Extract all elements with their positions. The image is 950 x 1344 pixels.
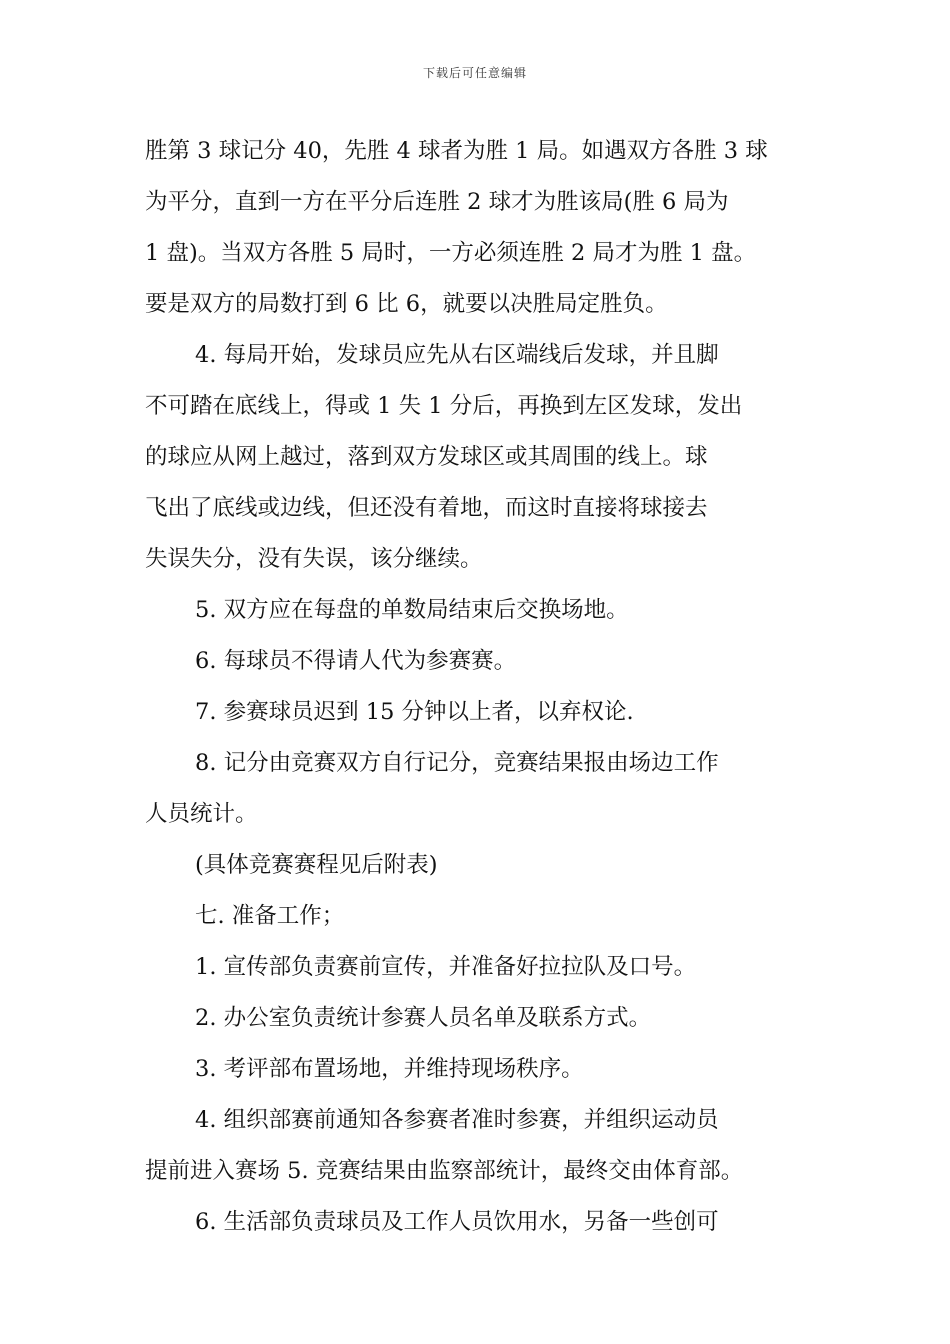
page-header: 下载后可任意编辑 bbox=[422, 66, 527, 80]
text-line: (具体竞赛赛程见后附表) bbox=[195, 852, 438, 878]
text-line: 胜第 3 球记分 40，先胜 4 球者为胜 1 局。如遇双方各胜 3 球 bbox=[145, 138, 768, 164]
text-line: 2. 办公室负责统计参赛人员名单及联系方式。 bbox=[195, 1005, 652, 1031]
text-line: 人员统计。 bbox=[145, 801, 258, 827]
text-line: 6. 每球员不得请人代为参赛赛。 bbox=[195, 648, 517, 674]
text-line: 失误失分，没有失误，该分继续。 bbox=[145, 546, 483, 572]
text-line: 提前进入赛场 5. 竞赛结果由监察部统计，最终交由体育部。 bbox=[145, 1158, 744, 1184]
text-line: 1. 宣传部负责赛前宣传，并准备好拉拉队及口号。 bbox=[195, 954, 697, 980]
text-line: 要是双方的局数打到 6 比 6，就要以决胜局定胜负。 bbox=[145, 291, 668, 317]
text-line: 6. 生活部负责球员及工作人员饮用水，另备一些创可 bbox=[195, 1209, 719, 1235]
text-line: 不可踏在底线上，得或 1 失 1 分后，再换到左区发球，发出 bbox=[145, 393, 743, 419]
text-line: 4. 组织部赛前通知各参赛者准时参赛，并组织运动员 bbox=[195, 1107, 719, 1133]
text-line: 8. 记分由竞赛双方自行记分，竞赛结果报由场边工作 bbox=[195, 750, 719, 776]
text-line: 5. 双方应在每盘的单数局结束后交换场地。 bbox=[195, 597, 629, 623]
text-line: 的球应从网上越过，落到双方发球区或其周围的线上。球 bbox=[145, 444, 708, 470]
text-line: 7. 参赛球员迟到 15 分钟以上者，以弃权论. bbox=[195, 699, 634, 725]
text-line: 七. 准备工作； bbox=[195, 903, 345, 929]
text-line: 3. 考评部布置场地，并维持现场秩序。 bbox=[195, 1056, 584, 1082]
text-line: 飞出了底线或边线，但还没有着地，而这时直接将球接去 bbox=[145, 495, 708, 521]
text-line: 为平分，直到一方在平分后连胜 2 球才为胜该局(胜 6 局为 bbox=[145, 189, 729, 215]
document-body bbox=[145, 126, 810, 1248]
text-line: 1 盘)。当双方各胜 5 局时，一方必须连胜 2 局才为胜 1 盘。 bbox=[145, 240, 757, 266]
text-line: 4. 每局开始，发球员应先从右区端线后发球，并且脚 bbox=[195, 342, 719, 368]
